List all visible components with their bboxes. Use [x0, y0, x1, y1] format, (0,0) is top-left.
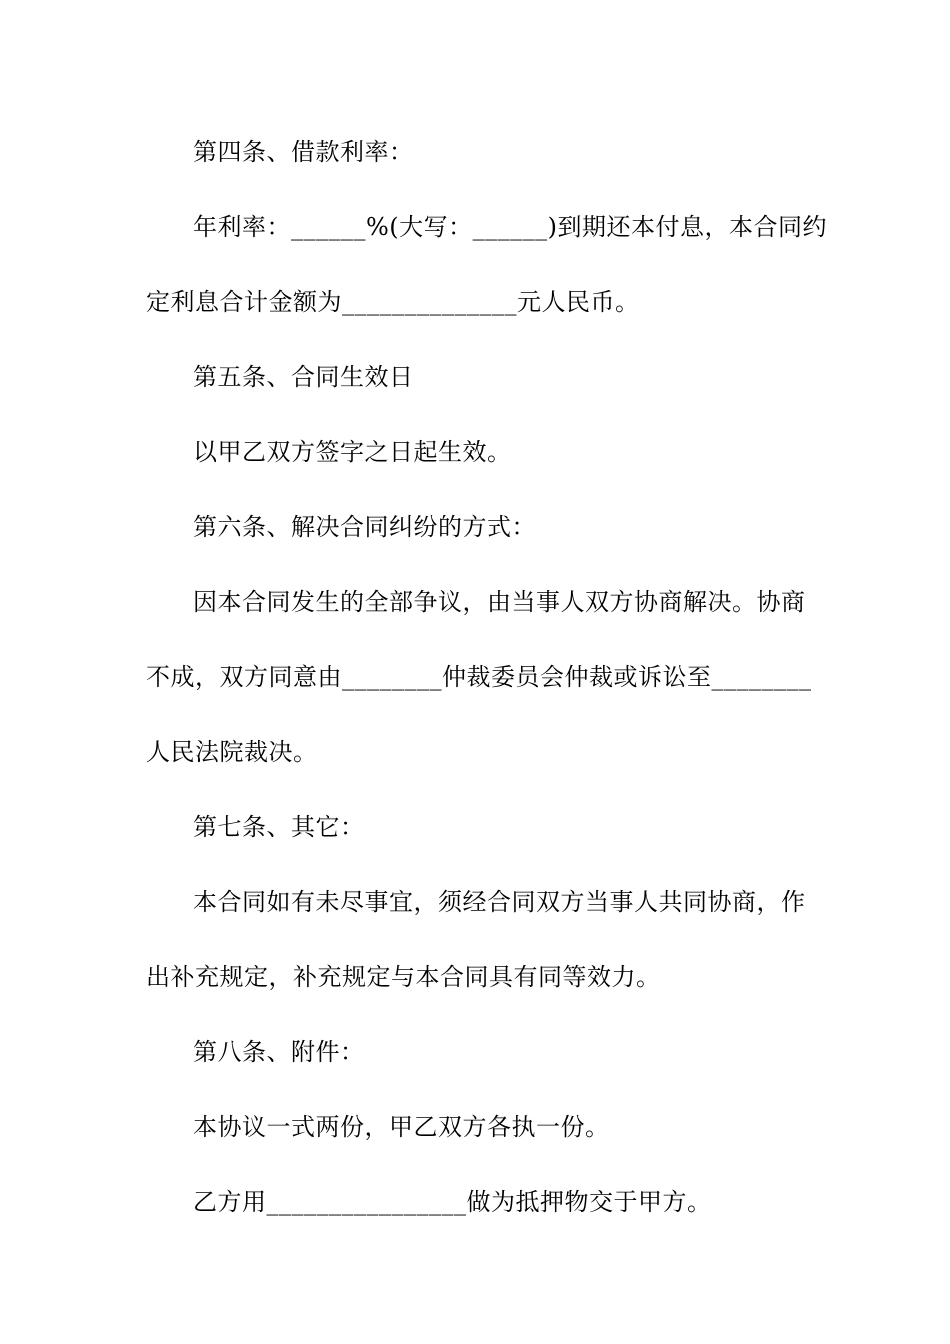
dispute-text-line-2: 不成，双方同意由________仲裁委员会仲裁或诉讼至________ — [146, 663, 812, 691]
dispute-text-line-1: 因本合同发生的全部争议，由当事人双方协商解决。协商 — [193, 588, 806, 616]
article-5-heading: 第五条、合同生效日 — [193, 363, 414, 391]
collateral-text: 乙方用________________做为抵押物交于甲方。 — [193, 1188, 712, 1216]
article-4-heading: 第四条、借款利率： — [193, 138, 414, 166]
dispute-text-line-3: 人民法院裁决。 — [146, 738, 318, 766]
article-6-heading: 第六条、解决合同纠纷的方式： — [193, 513, 536, 541]
interest-total-line: 定利息合计金额为______________元人民币。 — [146, 288, 640, 316]
copies-text: 本协议一式两份，甲乙双方各执一份。 — [193, 1113, 610, 1141]
effective-date-text: 以甲乙双方签字之日起生效。 — [193, 438, 512, 466]
other-text-line-2: 出补充规定，补充规定与本合同具有同等效力。 — [146, 963, 661, 991]
article-8-heading: 第八条、附件： — [193, 1038, 365, 1066]
article-7-heading: 第七条、其它： — [193, 813, 365, 841]
other-text-line-1: 本合同如有未尽事宜，须经合同双方当事人共同协商，作 — [193, 888, 806, 916]
interest-rate-line: 年利率：______%(大写：______)到期还本付息，本合同约 — [193, 213, 828, 241]
